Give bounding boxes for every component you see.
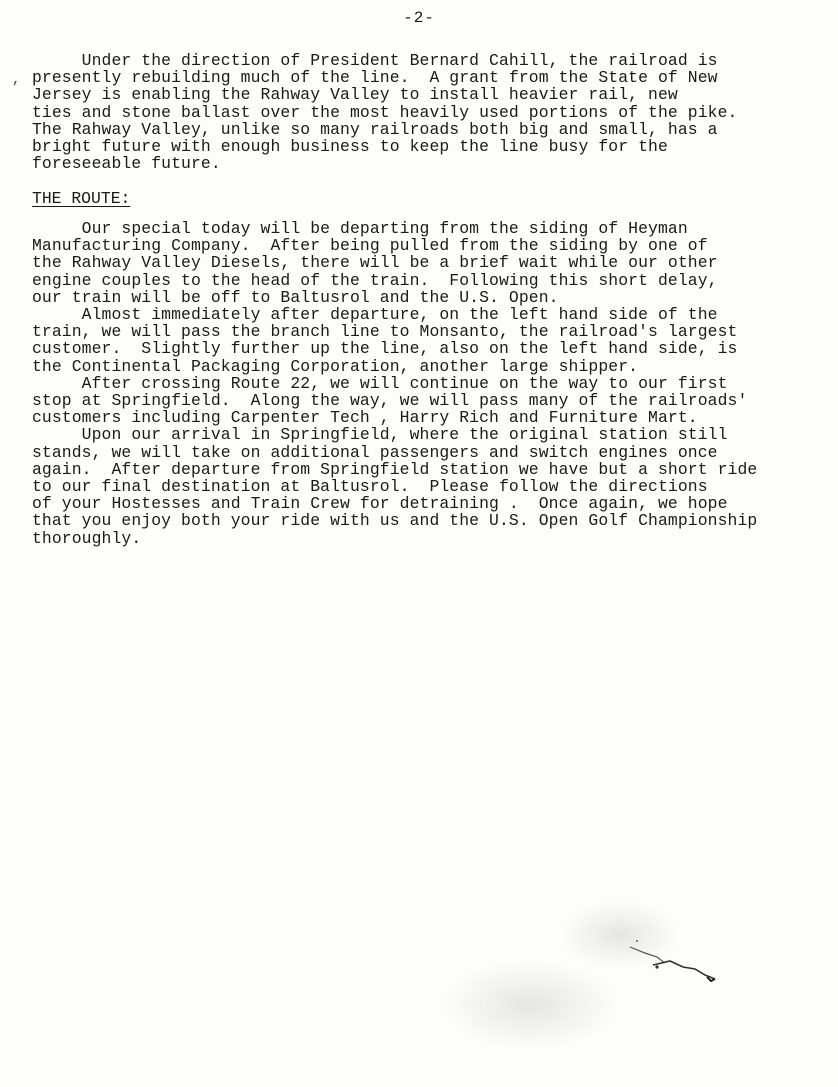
paragraph-line: stands, we will take on additional passengers and switch engines once (32, 442, 718, 462)
paragraph-line: foreseeable future. (32, 154, 221, 174)
paragraph-line: After crossing Route 22, we will continue on the way to our first (32, 373, 728, 393)
paragraph-line: train, we will pass the branch line to Monsanto, the railroad's largest (32, 322, 738, 342)
paper-smudge (440, 960, 620, 1050)
intro-paragraph (32, 52, 812, 172)
page-number: -2- (403, 9, 435, 27)
paragraph-line: that you enjoy both your ride with us and the U.S. Open Golf Championship (32, 511, 758, 531)
paragraph-line: Jersey is enabling the Rahway Valley to install heavier rail, new (32, 85, 678, 105)
paragraph-line: presently rebuilding much of the line. A grant from the State of New (32, 68, 718, 88)
ink-smudge-mark (625, 935, 735, 985)
paragraph-line: Our special today will be departing from the siding of Heyman (32, 219, 688, 238)
paragraph-line: Almost immediately after departure, on the left hand side of the (32, 305, 718, 325)
paragraph-line: our train will be off to Baltusrol and the U.S. Open. (32, 287, 559, 307)
paragraph-line: the Continental Packaging Corporation, another large shipper. (32, 356, 639, 376)
paragraph-line: thoroughly. (32, 528, 142, 548)
paragraph-line: Manufacturing Company. After being pulled from the siding by one of (32, 236, 708, 256)
section-heading-route: THE ROUTE: (32, 189, 131, 208)
paragraph-line: bright future with enough business to keep the line busy for the (32, 137, 668, 157)
paragraph-line: The Rahway Valley, unlike so many railroads both big and small, has a (32, 119, 718, 139)
paragraph-line: of your Hostesses and Train Crew for detraining . Once again, we hope (32, 494, 728, 514)
paragraph-line: ties and stone ballast over the most heavily used portions of the pike. (32, 102, 738, 122)
route-paragraphs (32, 220, 812, 547)
stray-mark: , (12, 72, 21, 88)
paragraph-line: Upon our arrival in Springfield, where the original station still (32, 425, 728, 445)
paragraph-line: stop at Springfield. Along the way, we will pass many of the railroads' (32, 391, 748, 411)
paragraph-line: the Rahway Valley Diesels, there will be a brief wait while our other (32, 253, 718, 273)
paragraph-line: again. After departure from Springfield station we have but a short ride (32, 459, 758, 479)
paragraph-line: engine couples to the head of the train. Following this short delay, (32, 270, 718, 290)
paragraph-line: customer. Slightly further up the line, also on the left hand side, is (32, 339, 738, 359)
paragraph-line: to our final destination at Baltusrol. Please follow the directions (32, 477, 708, 497)
paragraph-line: customers including Carpenter Tech , Harry Rich and Furniture Mart. (32, 408, 698, 428)
paragraph-line: Under the direction of President Bernard Cahill, the railroad is (32, 51, 718, 70)
